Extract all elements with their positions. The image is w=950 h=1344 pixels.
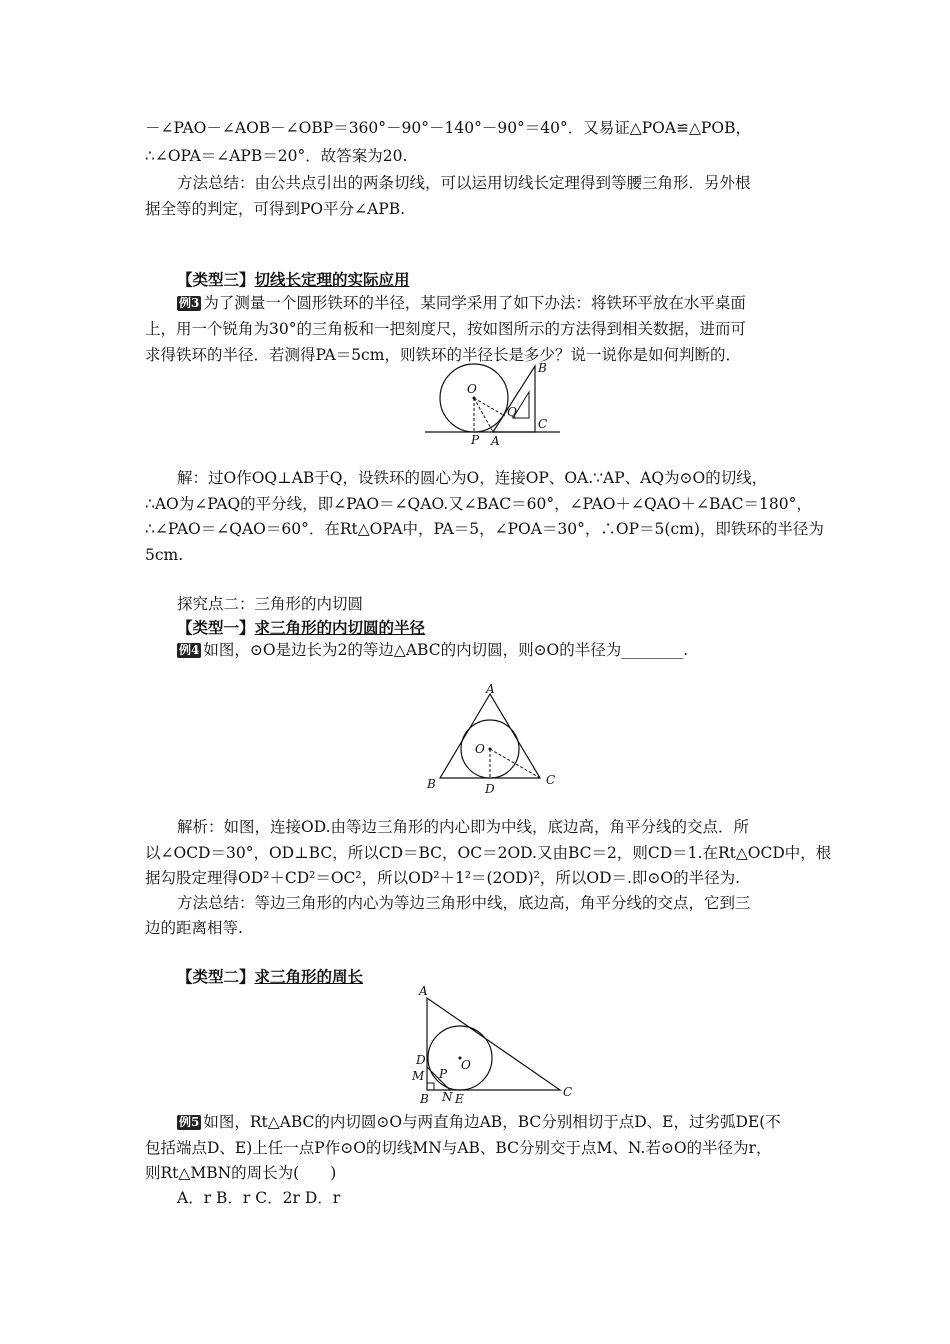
- label-B: B: [420, 1092, 429, 1106]
- section-heading-type1: [177, 618, 425, 638]
- text-line: 以∠OCD＝30°，OD⊥BC，所以CD＝BC，OC＝2OD.又由BC＝2，则CD＝1.在Rt△OCD中，根: [145, 844, 832, 862]
- example4-line: [177, 640, 688, 660]
- method-summary: 方法总结：等边三角形的内心为等边三角形中线，底边高，角平分线的交点，它到三: [177, 894, 751, 912]
- example-text: 如图，⊙O是边长为2的等边△ABC的内切圆，则⊙O的半径为________.: [203, 641, 689, 659]
- figure-ring-triangle: [425, 360, 565, 450]
- text-line: ∴∠OPA＝∠APB＝20°．故答案为20.: [145, 147, 408, 165]
- type-title: 求三角形的内切圆的半径: [254, 618, 426, 637]
- text-line: 包括端点D、E)上任一点P作⊙O的切线MN与AB、BC分别交于点M、N.若⊙O的半径为r，: [145, 1139, 772, 1157]
- label-B: B: [427, 777, 436, 791]
- text-line: 上，用一个锐角为30°的三角板和一把刻度尺，按如图所示的方法得到相关数据，进而可: [145, 320, 746, 338]
- label-O: O: [475, 742, 485, 756]
- section-heading-type3: [177, 270, 410, 290]
- label-A: A: [491, 434, 500, 448]
- type-title: 求三角形的周长: [254, 967, 364, 986]
- label-P: P: [471, 433, 480, 447]
- label-O: O: [461, 1058, 471, 1072]
- text-line: 据勾股定理得OD²＋CD²＝OC²，所以OD²＋1²＝(2OD)²，所以OD＝.即⊙O的半径为.: [145, 869, 741, 887]
- figure-incircle-equilateral: [420, 682, 570, 797]
- solution-line: 解：过O作OQ⊥AB于Q，设铁环的圆心为O，连接OP、OA.∵AP、AQ为⊙O的切线，: [177, 469, 768, 487]
- text-line: 边的距离相等.: [145, 919, 243, 937]
- text-line: ∴AO为∠PAQ的平分线，即∠PAO＝∠QAO.又∠BAC＝60°，∠PAO＋∠QAO＋∠BAC＝180°，: [145, 495, 812, 513]
- label-D: D: [416, 1053, 426, 1067]
- example-badge: 例3: [179, 296, 200, 310]
- label-A: A: [486, 682, 495, 696]
- method-summary: 方法总结：由公共点引出的两条切线，可以运用切线长定理得到等腰三角形．另外根: [177, 174, 751, 192]
- example-badge: 例5: [179, 1115, 200, 1129]
- label-P: P: [439, 1067, 448, 1081]
- text-line: 据全等的判定，可得到PO平分∠APB.: [145, 200, 406, 218]
- label-B: B: [538, 361, 547, 375]
- label-M: M: [412, 1069, 425, 1083]
- type-bracket: 【类型二】: [177, 967, 255, 986]
- text-line: －∠PAO－∠AOB－∠OBP＝360°－90°－140°－90°＝40°．又易证△POA≌△POB，: [145, 119, 751, 137]
- label-C: C: [546, 773, 556, 787]
- label-Q: Q: [507, 405, 517, 419]
- example-text: 如图，Rt△ABC的内切圆⊙O与两直角边AB，BC分别相切于点D、E，过劣弧DE(不: [203, 1113, 781, 1131]
- label-C: C: [538, 417, 548, 431]
- label-E: E: [455, 1092, 464, 1106]
- type-title: 切线长定理的实际应用: [254, 270, 410, 289]
- label-O: O: [467, 382, 477, 396]
- text-line: 5cm.: [145, 546, 184, 564]
- example5-line: [177, 1112, 781, 1132]
- solution-line: 解析：如图，连接OD.由等边三角形的内心即为中线，底边高，角平分线的交点．所: [177, 818, 750, 836]
- label-D: D: [485, 782, 495, 796]
- label-N: N: [442, 1090, 453, 1104]
- example3-line: [177, 293, 746, 313]
- type-bracket: 【类型一】: [177, 618, 255, 637]
- example-text: 为了测量一个圆形铁环的半径，某同学采用了如下办法：将铁环平放在水平桌面: [203, 294, 746, 312]
- label-A: A: [419, 984, 428, 998]
- section-heading-type2: [177, 967, 363, 987]
- text-line: 则Rt△MBN的周长为( ): [145, 1164, 337, 1182]
- text-line: ∴∠PAO＝∠QAO＝60°．在Rt△OPA中，PA＝5，∠POA＝30°，∴OP＝5(cm)，即铁环的半径为: [145, 520, 824, 538]
- type-bracket: 【类型三】: [177, 270, 255, 289]
- text-line: 求得铁环的半径．若测得PA＝5cm，则铁环的半径长是多少？说一说你是如何判断的．: [145, 346, 741, 364]
- exploration-point-heading: 探究点二：三角形的内切圆: [177, 595, 364, 613]
- figure-incircle-right-triangle: [405, 983, 585, 1105]
- label-C: C: [563, 1085, 573, 1099]
- example-badge: 例4: [179, 643, 200, 657]
- answer-options: A．r B．r C．2r D．r: [177, 1189, 341, 1207]
